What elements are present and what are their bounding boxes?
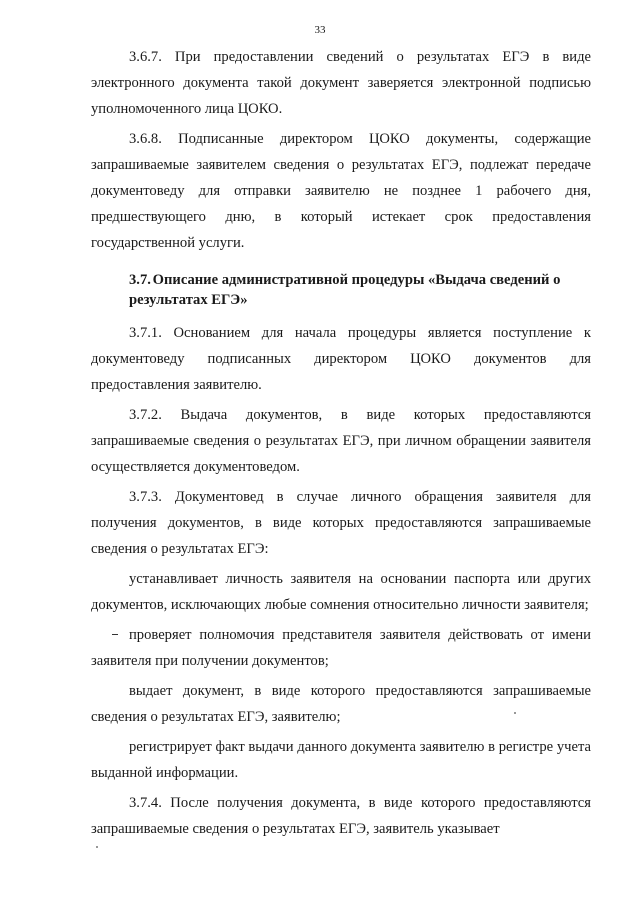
list-item-issue: выдает документ, в виде которого предоставляются запрашиваемые сведения о результатах ЕГЭ, заявителю; xyxy=(91,683,591,725)
paragraph-3-7-4: 3.7.4. После получения документа, в виде которого предоставляются запрашиваемые сведения о результатах ЕГЭ, заявитель указывает xyxy=(91,795,591,837)
scan-artifact-dash xyxy=(112,634,118,635)
list-item-identity: устанавливает личность заявителя на основании паспорта или других документов, исключающих любые сомнения относительно личности заявителя; xyxy=(91,571,591,613)
paragraph-3-7-2: 3.7.2. Выдача документов, в виде которых предоставляются запрашиваемые сведения о результатах ЕГЭ, при личном обращении заявителя осуществляется документоведом. xyxy=(91,407,591,475)
scan-artifact-dot xyxy=(96,846,98,848)
paragraph-3-6-8: 3.6.8. Подписанные директором ЦОКО документы, содержащие запрашиваемые заявителем сведения о результатах ЕГЭ, подлежат передаче документоведу для отправки заявителю не позднее 1 рабочего дня, предшествующего дню, в который истекает срок предоставления государственной услуги. xyxy=(91,131,591,251)
section-heading xyxy=(91,270,591,310)
page-number: 33 xyxy=(314,24,326,36)
list-item-register: регистрирует факт выдачи данного документа заявителю в регистре учета выданной информации. xyxy=(91,739,591,781)
scan-artifact-dot xyxy=(514,712,516,714)
paragraph-3-7-3: 3.7.3. Документовед в случае личного обращения заявителя для получения документов, в виде которых предоставляются запрашиваемые сведения о результатах ЕГЭ: xyxy=(91,489,591,557)
page-content xyxy=(91,44,591,846)
paragraph-3-7-1: 3.7.1. Основанием для начала процедуры является поступление к документоведу подписанных директором ЦОКО документов для предоставления заявителю. xyxy=(91,325,591,393)
list-item-authority: проверяет полномочия представителя заявителя действовать от имени заявителя при получении документов; xyxy=(91,627,591,669)
section-heading-number: 3.7. xyxy=(129,272,151,288)
section-heading-text: Описание административной процедуры «Выдача сведений о результатах ЕГЭ» xyxy=(129,272,561,308)
paragraph-3-6-7: 3.6.7. При предоставлении сведений о результатах ЕГЭ в виде электронного документа такой документ заверяется электронной подписью уполномоченного лица ЦОКО. xyxy=(91,49,591,117)
